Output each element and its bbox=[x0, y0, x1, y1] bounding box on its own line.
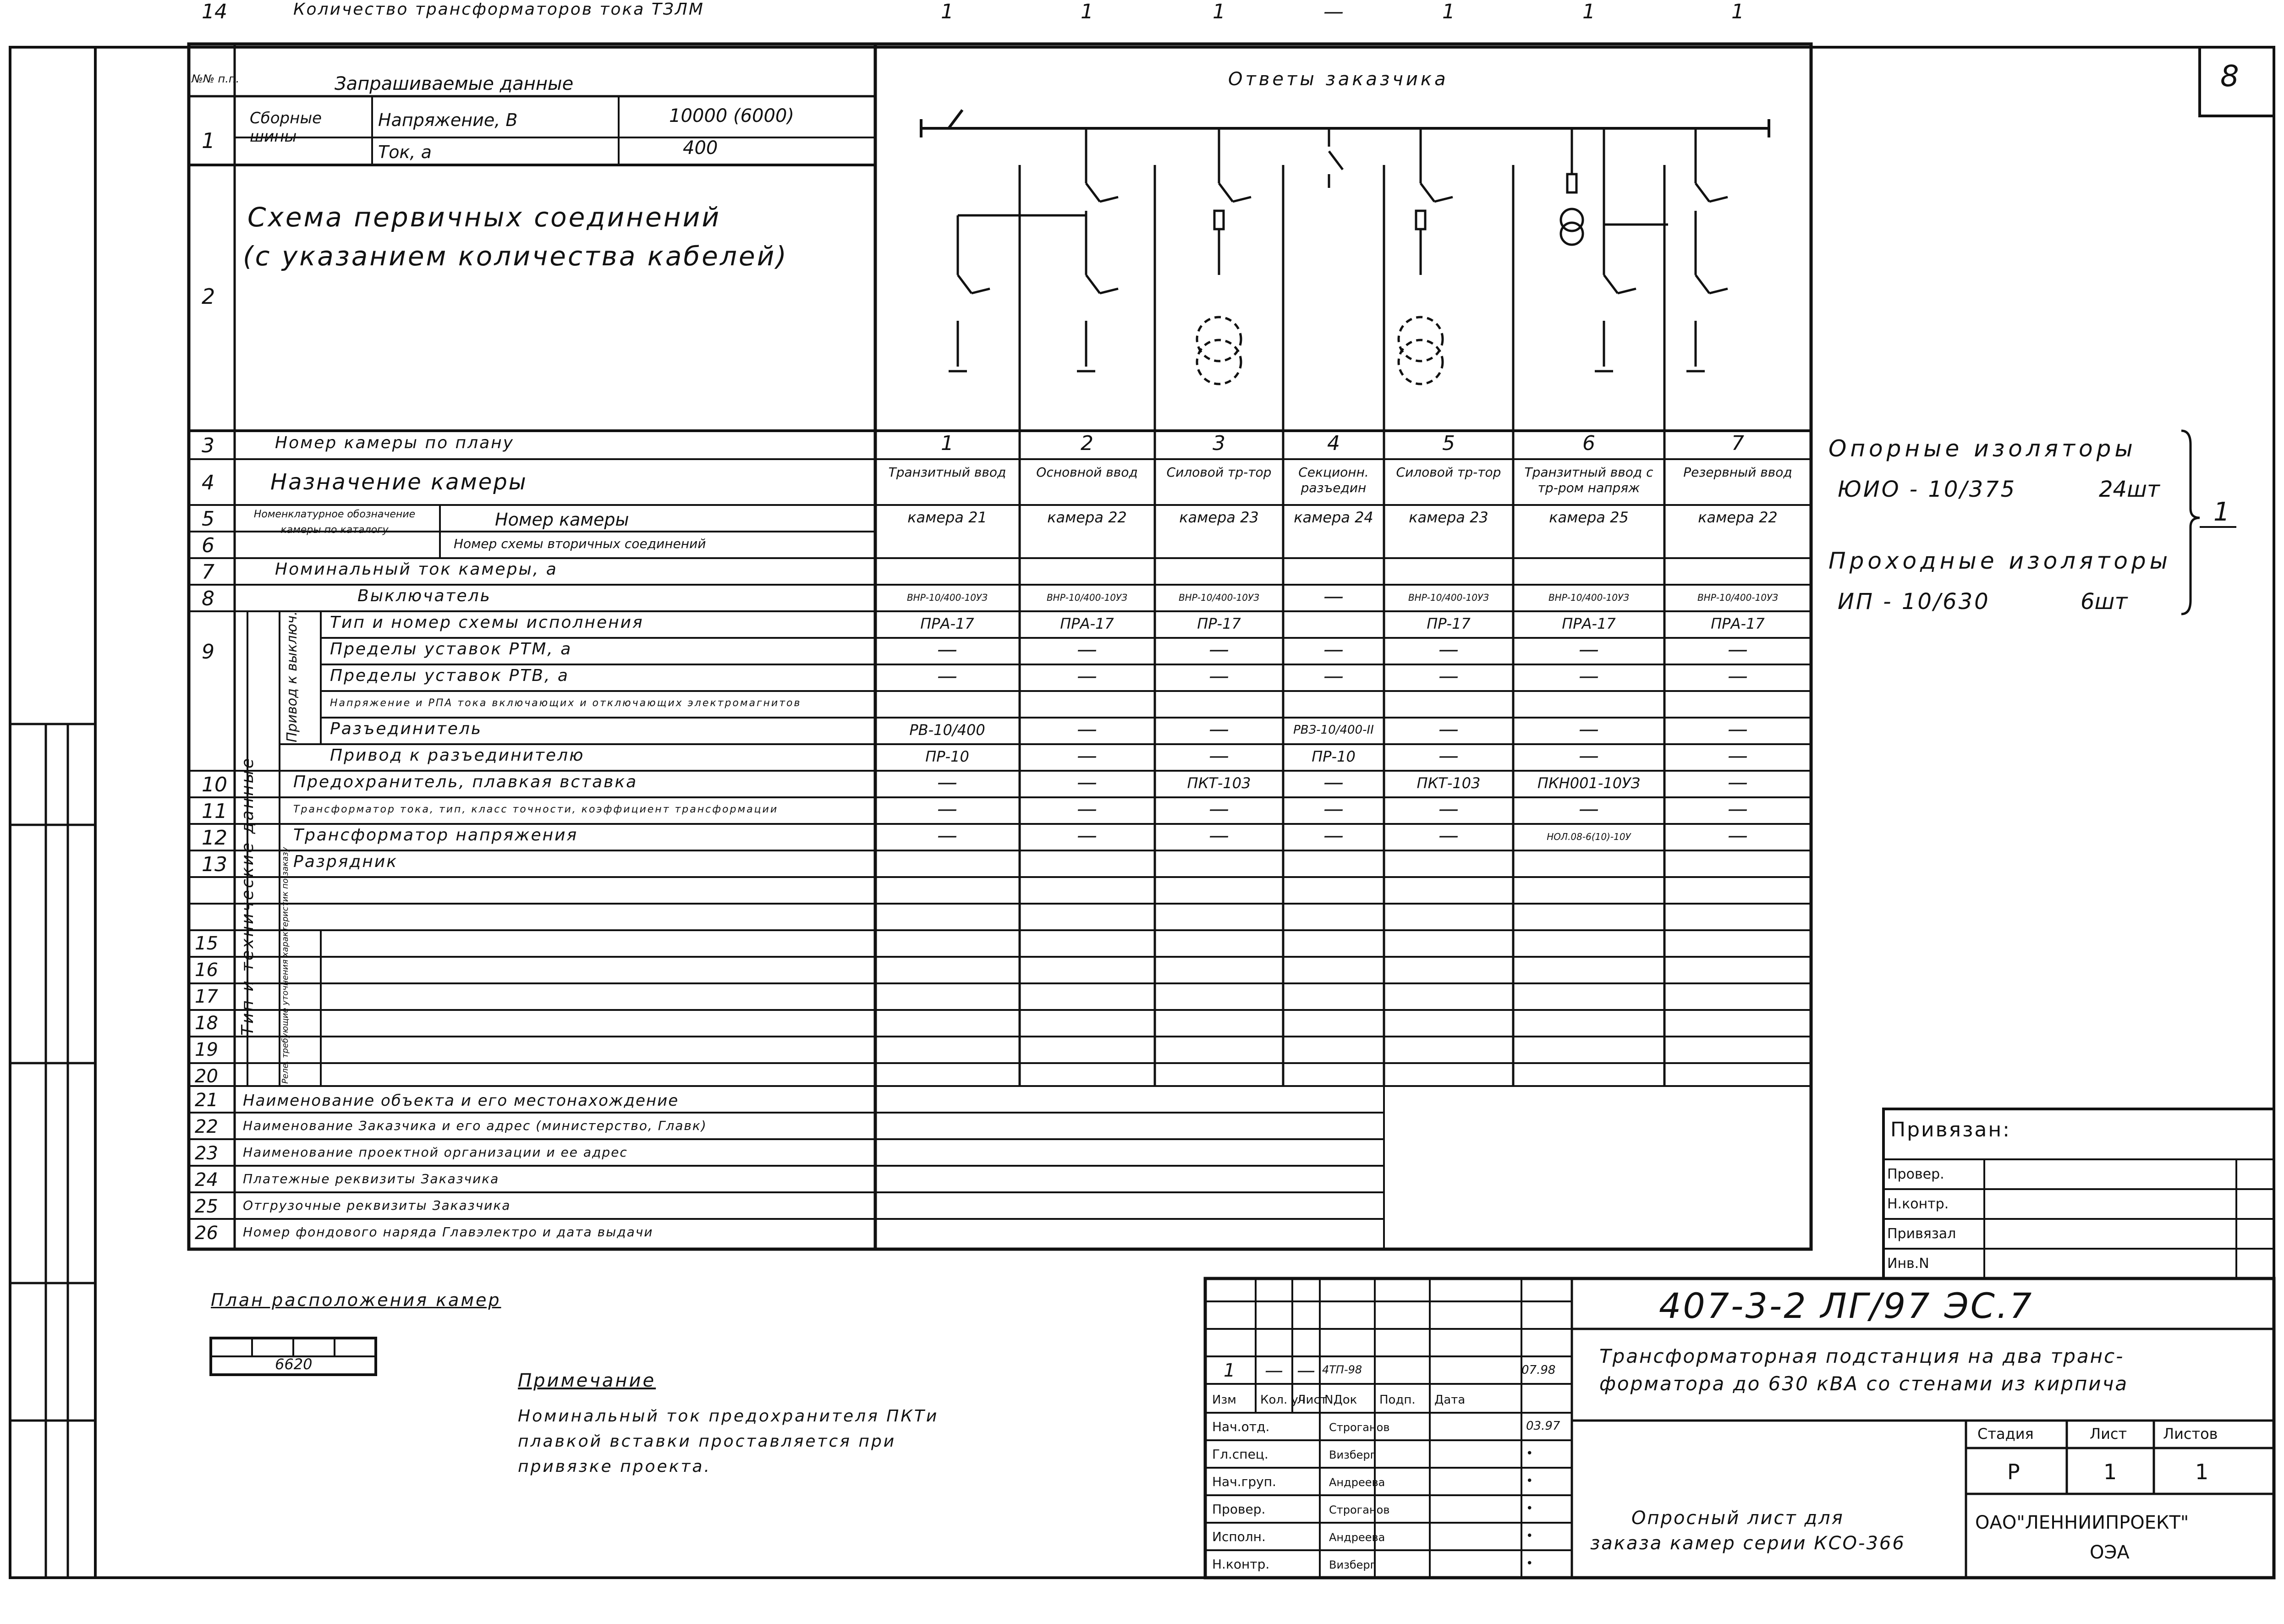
current-value: 400 bbox=[683, 137, 718, 159]
answer-cell: — bbox=[1323, 638, 1344, 662]
answer-cell: 4 bbox=[1327, 432, 1340, 455]
tech-data-side-label: Тип и технические данные bbox=[238, 756, 257, 1036]
row-number: 6 bbox=[202, 534, 214, 557]
staff-role: Н.контр. bbox=[1212, 1557, 1270, 1572]
staff-date: • bbox=[1526, 1474, 1533, 1488]
rev-list: — bbox=[1297, 1360, 1315, 1381]
answer-cell: — bbox=[1728, 638, 1748, 662]
answer-cell: 1 bbox=[941, 432, 954, 455]
row-number: 16 bbox=[195, 960, 218, 981]
stage-label: Стадия bbox=[1977, 1425, 2034, 1443]
answer-cell: 1 bbox=[1081, 0, 1093, 23]
answer-cell: 1 bbox=[1442, 0, 1455, 23]
staff-name: Андреева bbox=[1329, 1531, 1385, 1544]
row-number: 25 bbox=[195, 1196, 218, 1217]
answer-cell: ПРА-17 bbox=[1060, 615, 1114, 633]
answer-cell: — bbox=[1438, 797, 1459, 821]
answer-cell: — bbox=[1728, 771, 1748, 795]
rev-header: Подп. bbox=[1379, 1393, 1416, 1407]
answer-cell: — bbox=[1438, 664, 1459, 688]
staff-role: Провер. bbox=[1212, 1502, 1266, 1517]
rev-kol: — bbox=[1265, 1360, 1283, 1381]
row-number: 17 bbox=[195, 986, 218, 1007]
organization-dept: ОЭА bbox=[2090, 1542, 2130, 1563]
plan-dimension: 6620 bbox=[275, 1355, 313, 1373]
row-label-sub: Номер камеры bbox=[495, 510, 629, 530]
rev-header: Лист bbox=[1297, 1393, 1327, 1407]
staff-role: Исполн. bbox=[1212, 1529, 1266, 1544]
answer-cell: камера 22 bbox=[1698, 509, 1778, 527]
answer-cell: — bbox=[1323, 824, 1344, 848]
answer-cell: — bbox=[1438, 824, 1459, 848]
binding-row-bound: Привязал bbox=[1887, 1226, 1956, 1242]
row-label: Платежные реквизиты Заказчика bbox=[243, 1171, 500, 1186]
answer-cell: — bbox=[937, 638, 957, 662]
row-number: 15 bbox=[195, 933, 218, 954]
row-label: Наименование Заказчика и его адрес (министерство, Главк) bbox=[243, 1118, 707, 1133]
relay-side-label: Реле, требующие уточнения характеристик по заказу bbox=[280, 847, 290, 1084]
answer-cell: ПРА-17 bbox=[920, 615, 974, 633]
row-label: Разъединитель bbox=[330, 719, 483, 738]
support-insulators-qty: 24шт bbox=[2099, 477, 2160, 502]
answer-cell: 1 bbox=[1731, 0, 1744, 23]
rev-date: 07.98 bbox=[1521, 1363, 1556, 1377]
answer-cell: Силовой тр-тор bbox=[1396, 465, 1501, 480]
answer-cell: — bbox=[937, 771, 957, 795]
row-label-sub: Номер схемы вторичных соединений bbox=[454, 536, 706, 551]
answer-cell: Силовой тр-тор bbox=[1166, 465, 1272, 480]
rev-header: Изм bbox=[1212, 1393, 1236, 1407]
primary-scheme-note: (с указанием количества кабелей) bbox=[243, 241, 788, 272]
sheet-title: заказа камер серии КСО-366 bbox=[1590, 1533, 1905, 1554]
answer-cell: — bbox=[1438, 744, 1459, 768]
row-label: Номер камеры по плану bbox=[275, 433, 514, 452]
answer-cell: — bbox=[1209, 797, 1229, 821]
sheets-label: Листов bbox=[2163, 1425, 2218, 1443]
note-text: Номинальный ток предохранителя ПКТи bbox=[518, 1407, 939, 1426]
answer-cell: 7 bbox=[1731, 432, 1744, 455]
pass-insulators-title: Проходные изоляторы bbox=[1828, 548, 2172, 574]
row-label: Напряжение и РПА тока включающих и отключающих электромагнитов bbox=[330, 697, 802, 709]
answer-cell: — bbox=[1209, 744, 1229, 768]
current-label: Ток, а bbox=[378, 142, 432, 162]
answer-cell: — bbox=[1323, 0, 1344, 23]
row-label: Отгрузочные реквизиты Заказчика bbox=[243, 1198, 511, 1213]
rev-header: Кол. уч bbox=[1260, 1393, 1306, 1407]
row-label: Разрядник bbox=[293, 852, 398, 871]
organization: ОАО"ЛЕННИИПРОЕКТ" bbox=[1975, 1512, 2189, 1533]
answer-cell: 1 bbox=[941, 0, 954, 23]
requested-data-header: Запрашиваемые данные bbox=[335, 73, 574, 94]
answer-cell: РВ-10/400 bbox=[909, 721, 985, 739]
answer-cell: — bbox=[1438, 638, 1459, 662]
answer-cell: 1 bbox=[1213, 0, 1225, 23]
answer-cell: ПР-10 bbox=[1312, 748, 1356, 766]
binding-row-norm: Н.контр. bbox=[1887, 1196, 1949, 1212]
rev-izm: 1 bbox=[1224, 1360, 1235, 1381]
row-label: Привод к разъединителю bbox=[330, 746, 585, 765]
answer-cell: — bbox=[1077, 744, 1097, 768]
row-label: Тип и номер схемы исполнения bbox=[330, 613, 644, 632]
col-no-header: №№ п.п. bbox=[192, 72, 240, 85]
document-code: 407-3-2 ЛГ/97 ЭС.7 bbox=[1659, 1285, 2034, 1326]
row-label: Выключатель bbox=[357, 586, 491, 605]
sheet-title: Опросный лист для bbox=[1631, 1508, 1844, 1529]
row-number: 19 bbox=[195, 1039, 218, 1060]
answer-cell: 5 bbox=[1442, 432, 1455, 455]
staff-role: Нач.груп. bbox=[1212, 1474, 1276, 1489]
voltage-label: Напряжение, В bbox=[378, 110, 518, 130]
answer-cell: ВНР-10/400-10УЗ bbox=[1548, 592, 1630, 603]
row-number: 13 bbox=[202, 853, 227, 876]
row-label: Количество трансформаторов тока ТЗЛМ bbox=[293, 0, 704, 19]
row-label: Пределы уставок РТВ, а bbox=[330, 666, 569, 685]
answer-cell: Транзитный ввод bbox=[888, 465, 1006, 480]
answer-cell: 1 bbox=[1582, 0, 1595, 23]
answer-cell: — bbox=[1077, 638, 1097, 662]
answer-cell: ПКТ-103 bbox=[1187, 774, 1251, 792]
answer-cell: — bbox=[1323, 771, 1344, 795]
staff-name: Строганов bbox=[1329, 1503, 1390, 1516]
answer-cell: — bbox=[1209, 824, 1229, 848]
binding-title: Привязан: bbox=[1890, 1118, 2011, 1141]
busbar-label: Сборные шины bbox=[250, 109, 322, 146]
answer-cell: — bbox=[1579, 664, 1599, 688]
sheets-value: 1 bbox=[2195, 1459, 2209, 1484]
answer-cell: ПР-10 bbox=[925, 748, 969, 766]
answer-cell: Секционн. разъедин bbox=[1298, 465, 1369, 495]
answer-cell: — bbox=[1323, 664, 1344, 688]
answer-cell: ВНР-10/400-10УЗ bbox=[1178, 592, 1260, 603]
rev-header: Дата bbox=[1434, 1393, 1466, 1407]
answer-cell: ПКТ-103 bbox=[1417, 774, 1481, 792]
note-text: плавкой вставки проставляется при bbox=[518, 1432, 896, 1451]
answer-cell: Резервный ввод bbox=[1683, 465, 1792, 480]
row-number: 26 bbox=[195, 1223, 218, 1244]
answer-cell: 6 bbox=[1582, 432, 1595, 455]
row-number: 14 bbox=[202, 0, 227, 23]
drive-side-label: Привод к выключ. bbox=[284, 611, 300, 742]
staff-role: Нач.отд. bbox=[1212, 1419, 1270, 1434]
row-label: Трансформатор тока, тип, класс точности, коэффициент трансформации bbox=[293, 803, 779, 815]
note-title: Примечание bbox=[518, 1370, 656, 1391]
answer-cell: камера 23 bbox=[1179, 509, 1259, 527]
row-label: Пределы уставок РТМ, а bbox=[330, 639, 572, 658]
answer-cell: — bbox=[1728, 664, 1748, 688]
answer-cell: — bbox=[937, 797, 957, 821]
voltage-value: 10000 (6000) bbox=[669, 105, 794, 126]
answer-cell: — bbox=[1728, 744, 1748, 768]
row-label: Наименование объекта и его местонахождение bbox=[243, 1092, 679, 1110]
answer-cell: 2 bbox=[1081, 432, 1093, 455]
answer-cell: — bbox=[1209, 638, 1229, 662]
row-label: Трансформатор напряжения bbox=[293, 825, 578, 845]
row-number: 11 bbox=[202, 800, 227, 823]
answer-cell: НОЛ.08-6(10)-10У bbox=[1547, 831, 1631, 842]
row-label: Номинальный ток камеры, а bbox=[275, 560, 558, 579]
answer-cell: — bbox=[1579, 638, 1599, 662]
project-name: Трансформаторная подстанция на два транс- bbox=[1599, 1345, 2125, 1367]
answer-cell: ПРА-17 bbox=[1562, 615, 1616, 633]
answer-cell: — bbox=[1728, 797, 1748, 821]
answer-cell: — bbox=[1728, 824, 1748, 848]
plan-title: План расположения камер bbox=[211, 1290, 501, 1310]
row-number: 5 bbox=[202, 507, 214, 531]
staff-name: Визберг bbox=[1329, 1558, 1376, 1571]
answer-cell: — bbox=[1209, 718, 1229, 741]
answer-cell: 3 bbox=[1213, 432, 1225, 455]
row-number: 24 bbox=[195, 1169, 218, 1191]
answer-cell: — bbox=[1728, 718, 1748, 741]
answer-cell: — bbox=[1579, 797, 1599, 821]
answer-cell: ВНР-10/400-10УЗ bbox=[906, 592, 988, 603]
row-number: 18 bbox=[195, 1013, 218, 1034]
rev-header: NДок bbox=[1324, 1393, 1357, 1407]
row-label: Назначение камеры bbox=[270, 469, 527, 495]
sheet-label: Лист bbox=[2090, 1425, 2127, 1443]
row-number: 12 bbox=[202, 826, 227, 850]
row-label-catalog: Номенклатурное обозначение камеры по каталогу bbox=[253, 509, 416, 536]
sheet-value: 1 bbox=[2103, 1459, 2117, 1484]
staff-name: Андреева bbox=[1329, 1476, 1385, 1489]
binding-row-check: Провер. bbox=[1887, 1166, 1944, 1182]
note-text: привязке проекта. bbox=[518, 1457, 711, 1476]
staff-date: • bbox=[1526, 1502, 1533, 1515]
answer-cell: Основной ввод bbox=[1036, 465, 1138, 480]
staff-date: • bbox=[1526, 1529, 1533, 1543]
answer-cell: камера 23 bbox=[1409, 509, 1488, 527]
staff-role: Гл.спец. bbox=[1212, 1447, 1268, 1462]
row-number: 4 bbox=[202, 471, 214, 494]
answer-cell: — bbox=[1579, 718, 1599, 741]
answer-cell: — bbox=[1438, 718, 1459, 741]
staff-name: Строганов bbox=[1329, 1421, 1390, 1434]
sheet-number: 8 bbox=[2220, 60, 2239, 93]
row-number: 7 bbox=[202, 560, 214, 584]
insulators-callout: 1 bbox=[2213, 497, 2230, 527]
customer-answers-header: Ответы заказчика bbox=[1228, 69, 1449, 90]
support-insulators-type: ЮИО - 10/375 bbox=[1838, 477, 2017, 502]
answer-cell: — bbox=[1077, 797, 1097, 821]
answer-cell: — bbox=[1077, 718, 1097, 741]
answer-cell: ПКН001-10УЗ bbox=[1537, 774, 1641, 792]
answer-cell: — bbox=[1323, 797, 1344, 821]
answer-cell: Транзитный ввод с тр-ром напряж bbox=[1524, 465, 1653, 495]
staff-date: 03.97 bbox=[1526, 1419, 1560, 1433]
answer-cell: камера 22 bbox=[1047, 509, 1127, 527]
answer-cell: — bbox=[937, 664, 957, 688]
answer-cell: — bbox=[1077, 824, 1097, 848]
row-number: 8 bbox=[202, 587, 214, 610]
answer-cell: — bbox=[937, 824, 957, 848]
answer-cell: ВНР-10/400-10УЗ bbox=[1697, 592, 1779, 603]
row-label: Номер фондового наряда Главэлектро и дата выдачи bbox=[243, 1224, 653, 1240]
rev-ndok: 4ТП-98 bbox=[1322, 1363, 1362, 1376]
answer-cell: камера 21 bbox=[907, 509, 987, 527]
answer-cell: ВНР-10/400-10УЗ bbox=[1408, 592, 1489, 603]
answer-cell: камера 25 bbox=[1549, 509, 1629, 527]
row-number: 10 bbox=[202, 773, 227, 796]
answer-cell: ПР-17 bbox=[1427, 615, 1471, 633]
row-label: Наименование проектной организации и ее адрес bbox=[243, 1145, 628, 1160]
row-number: 9 bbox=[202, 640, 214, 664]
row-label: Предохранитель, плавкая вставка bbox=[293, 772, 638, 791]
row-number: 3 bbox=[202, 434, 214, 457]
stage-value: Р bbox=[2007, 1459, 2020, 1484]
row-number: 23 bbox=[195, 1143, 218, 1164]
answer-cell: — bbox=[1209, 664, 1229, 688]
row-number: 2 bbox=[202, 284, 215, 309]
support-insulators-title: Опорные изоляторы bbox=[1828, 435, 2136, 462]
row-number: 21 bbox=[195, 1090, 218, 1111]
answer-cell: — bbox=[1077, 771, 1097, 795]
answer-cell: — bbox=[1077, 664, 1097, 688]
staff-name: Визберг bbox=[1329, 1448, 1376, 1461]
row-number: 22 bbox=[195, 1116, 218, 1137]
answer-cell: камера 24 bbox=[1294, 509, 1373, 527]
answer-cell: ВНР-10/400-10УЗ bbox=[1046, 592, 1128, 603]
answer-cell: — bbox=[1579, 744, 1599, 768]
answer-cell: — bbox=[1323, 585, 1344, 609]
staff-date: • bbox=[1526, 1447, 1533, 1460]
project-name: форматора до 630 кВА со стенами из кирпича bbox=[1599, 1372, 2129, 1395]
row-number: 1 bbox=[202, 128, 215, 153]
row-number: 20 bbox=[195, 1066, 218, 1087]
answer-cell: РВЗ-10/400-II bbox=[1293, 723, 1374, 737]
binding-row-inv: Инв.N bbox=[1887, 1256, 1929, 1272]
pass-insulators-type: ИП - 10/630 bbox=[1838, 589, 1990, 614]
staff-date: • bbox=[1526, 1557, 1533, 1570]
pass-insulators-qty: 6шт bbox=[2081, 589, 2128, 614]
primary-scheme-label: Схема первичных соединений bbox=[247, 202, 721, 233]
answer-cell: ПРА-17 bbox=[1711, 615, 1765, 633]
answer-cell: ПР-17 bbox=[1197, 615, 1241, 633]
